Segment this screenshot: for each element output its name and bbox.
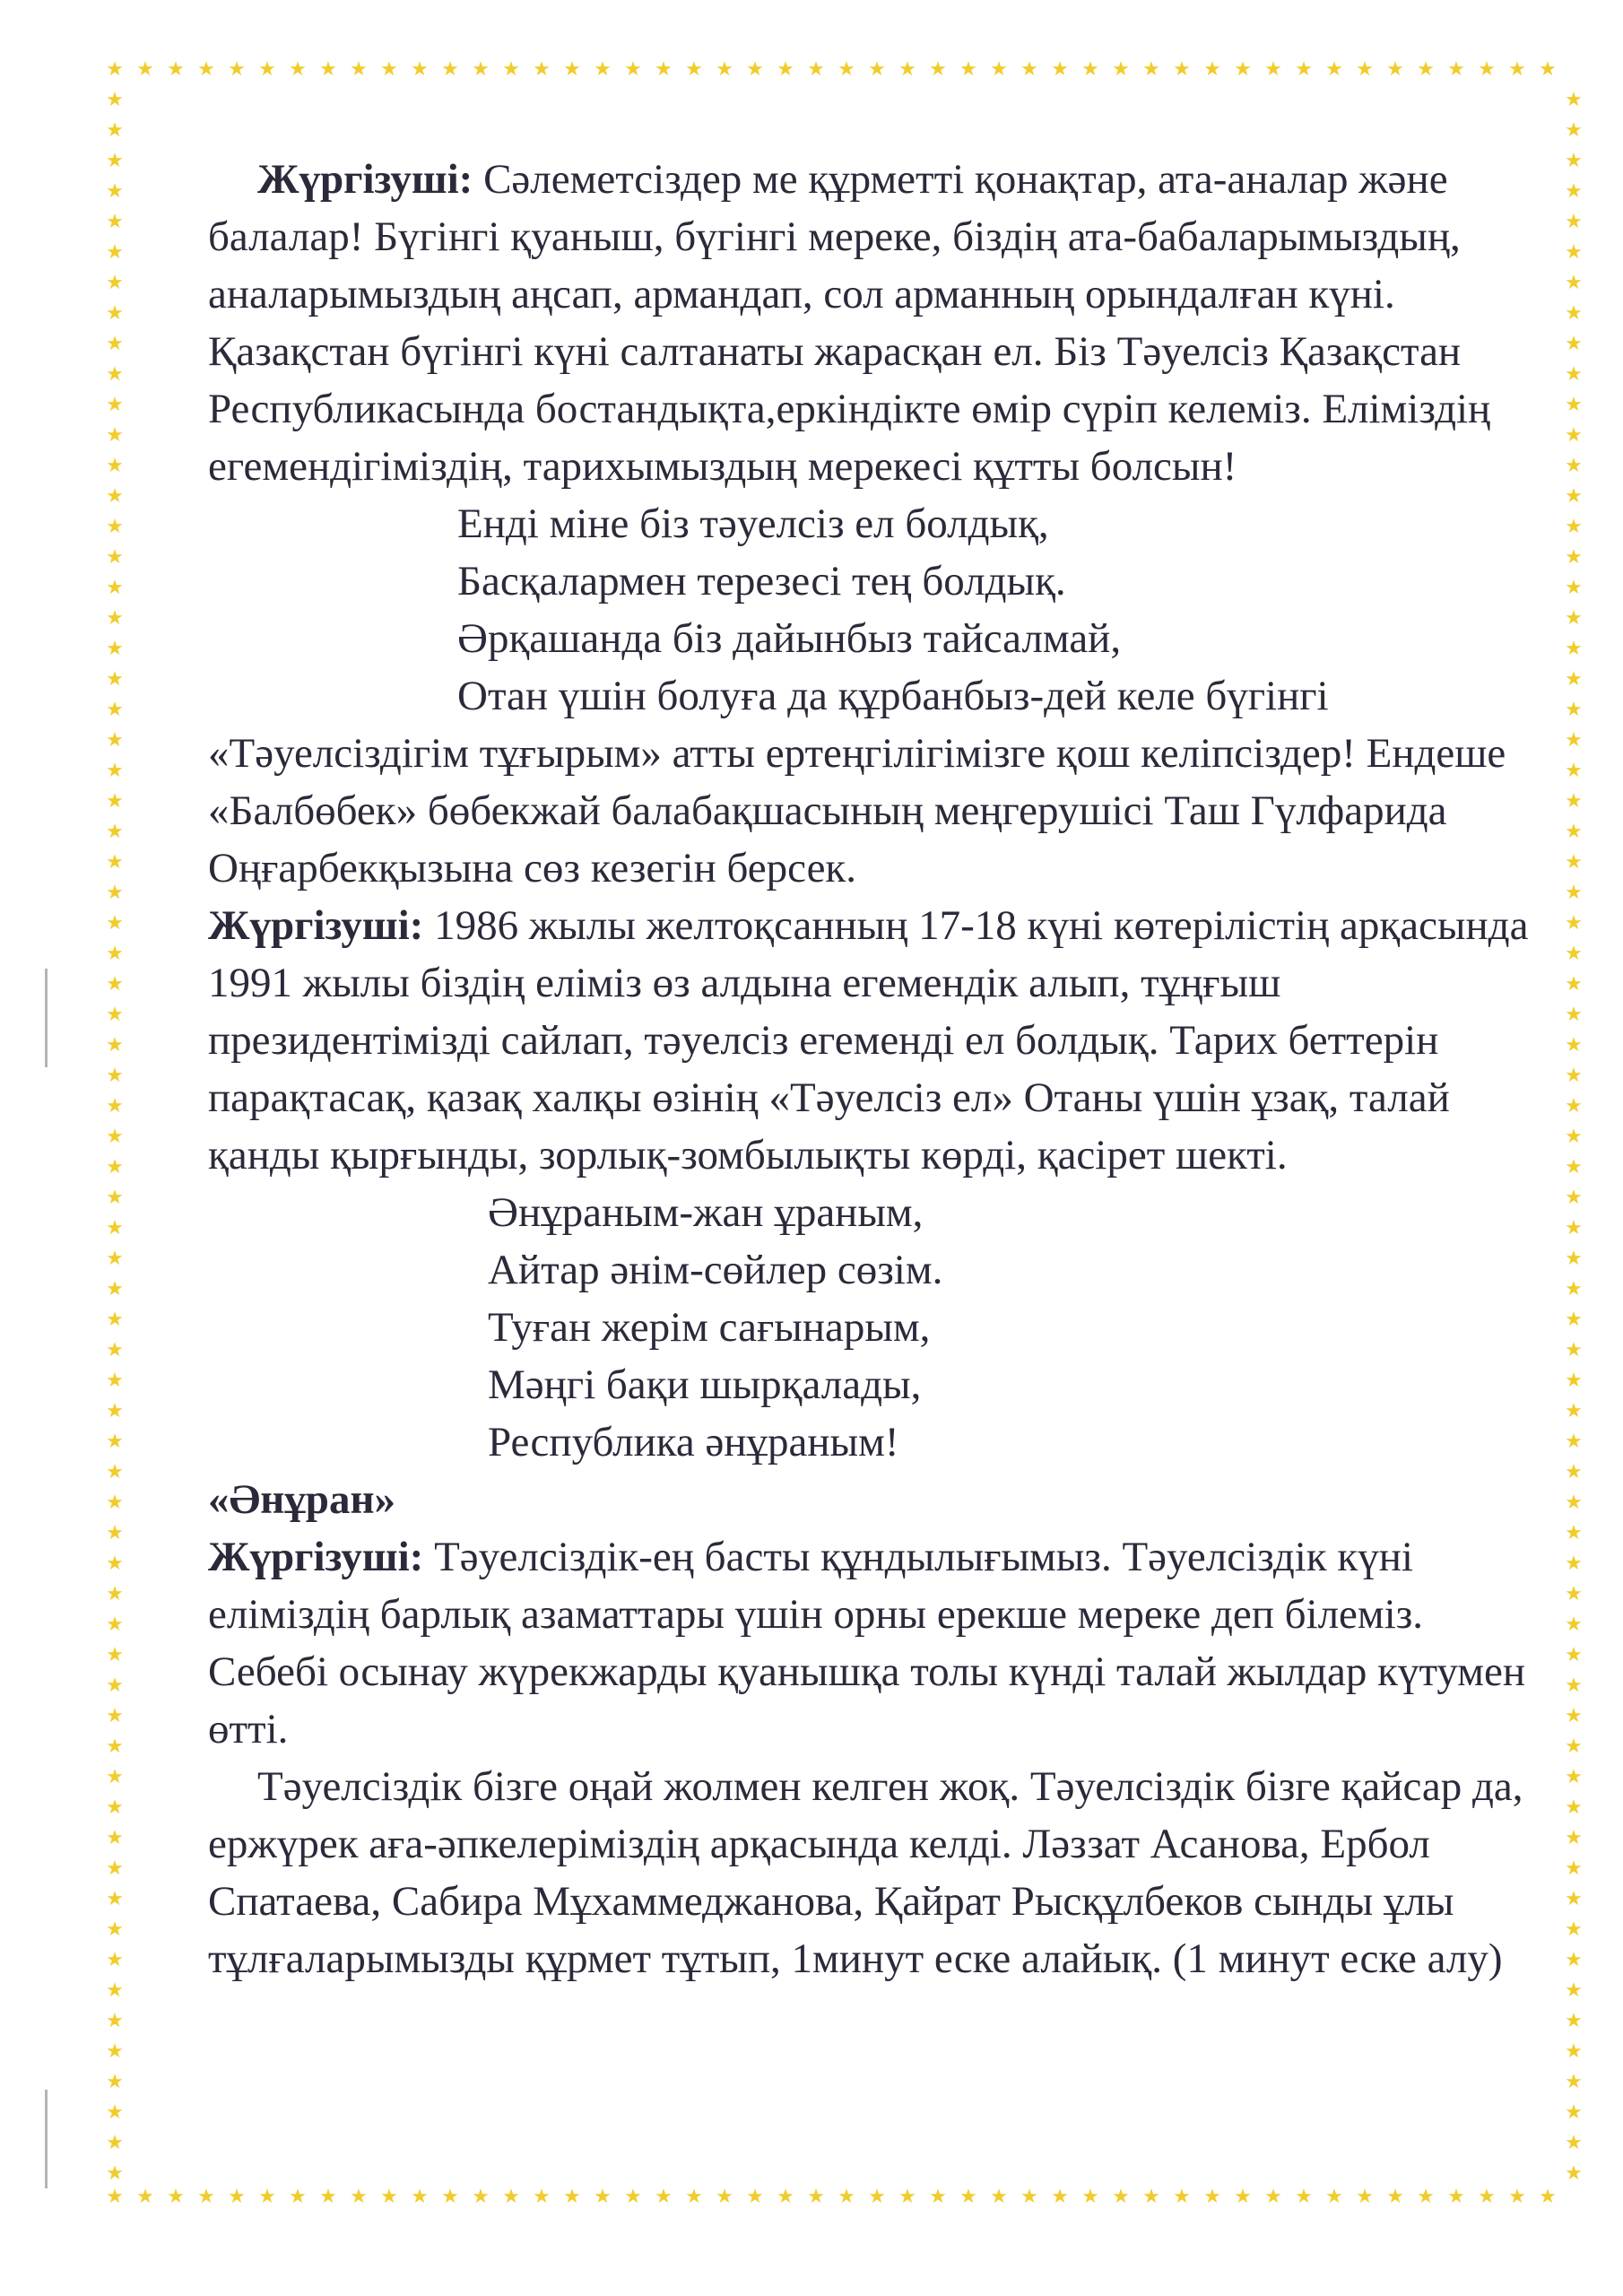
star-icon: ★	[1081, 58, 1099, 81]
poem-1	[208, 495, 1553, 725]
star-icon: ★	[1203, 2186, 1221, 2208]
star-icon: ★	[106, 302, 124, 325]
star-icon: ★	[1565, 1735, 1583, 1758]
star-icon: ★	[350, 2186, 368, 2208]
star-icon: ★	[1565, 1827, 1583, 1849]
poem-line: Енді міне біз тәуелсіз ел болдық,	[457, 500, 1049, 547]
star-icon: ★	[685, 58, 703, 81]
star-icon: ★	[1508, 58, 1526, 81]
star-icon: ★	[106, 455, 124, 477]
star-icon: ★	[1565, 1156, 1583, 1178]
star-icon: ★	[1565, 851, 1583, 874]
star-icon: ★	[106, 1126, 124, 1148]
star-icon: ★	[1565, 1095, 1583, 1118]
star-icon: ★	[685, 2186, 703, 2208]
star-icon: ★	[990, 2186, 1008, 2208]
star-icon: ★	[1565, 394, 1583, 416]
star-icon: ★	[1565, 180, 1583, 203]
star-icon: ★	[106, 973, 124, 996]
star-icon: ★	[441, 2186, 459, 2208]
star-icon: ★	[411, 2186, 429, 2208]
poem-line: Айтар әнім-сөйлер сөзім.	[488, 1247, 943, 1293]
star-icon: ★	[106, 333, 124, 355]
star-icon: ★	[106, 1065, 124, 1087]
star-icon: ★	[1565, 2101, 1583, 2124]
star-icon: ★	[716, 58, 733, 81]
anthem-title: «Әнұран»	[208, 1476, 396, 1523]
star-icon: ★	[502, 2186, 520, 2208]
star-icon: ★	[106, 241, 124, 264]
star-icon: ★	[441, 58, 459, 81]
star-icon: ★	[1565, 272, 1583, 294]
poem-line: Мәңгі бақи шырқалады,	[488, 1361, 922, 1408]
poem-line: Туған жерім сағынарым,	[488, 1304, 931, 1351]
star-icon: ★	[1508, 2186, 1526, 2208]
star-icon: ★	[1565, 1309, 1583, 1331]
star-icon: ★	[1565, 943, 1583, 965]
star-icon: ★	[1234, 58, 1252, 81]
star-icon: ★	[1565, 1918, 1583, 1941]
star-icon: ★	[228, 58, 246, 81]
star-icon: ★	[1565, 333, 1583, 355]
star-icon: ★	[167, 2186, 185, 2208]
star-icon: ★	[502, 58, 520, 81]
star-icon: ★	[716, 2186, 733, 2208]
star-icon: ★	[1565, 638, 1583, 660]
star-icon: ★	[106, 699, 124, 721]
star-icon: ★	[106, 1918, 124, 1941]
star-icon: ★	[594, 2186, 612, 2208]
memorial-paragraph: Тәуелсіздік бізге оңай жолмен келген жоқ. Тәуелсіздік бізге қайсар да, ержүрек аға-әпкелеріміздің арқасында келді. Ләззат Асанова, Ербол Спатаева, Сабира Мұхаммеджанова, Қайрат Рысқұлбеков сынды ұлы тұлғаларымызды құрмет тұтып, 1минут еске алайық. (1 минут еске алу)	[208, 1763, 1523, 1982]
star-icon: ★	[106, 2132, 124, 2154]
star-icon: ★	[1565, 1217, 1583, 1239]
star-icon: ★	[838, 2186, 855, 2208]
star-icon: ★	[1565, 1888, 1583, 1910]
star-icon: ★	[1565, 1766, 1583, 1788]
star-icon: ★	[1565, 1034, 1583, 1057]
poem-line: Әрқашанда біз дайынбыз тайсалмай,	[457, 615, 1122, 662]
star-icon: ★	[1565, 760, 1583, 782]
scan-mark	[45, 969, 48, 1067]
star-icon: ★	[106, 1370, 124, 1392]
star-icon: ★	[106, 516, 124, 538]
star-icon: ★	[106, 1674, 124, 1697]
star-icon: ★	[1295, 2186, 1313, 2208]
star-icon: ★	[1565, 516, 1583, 538]
star-icon: ★	[1565, 455, 1583, 477]
star-icon: ★	[1173, 58, 1191, 81]
star-icon: ★	[380, 58, 398, 81]
star-icon: ★	[1356, 2186, 1374, 2208]
history-text: 1986 жылы желтоқсанның 17-18 күні көтерілістің арқасында 1991 жылы біздің еліміз өз алдына егемендік алып, тұңғыш президентімізді сайлап, тәуелсіз егеменді ел болдық. Тарих беттерін парақтасақ, қазақ халқы өзінің «Тәуелсіз ел» Отаны үшін ұзақ, талай қанды қырғынды, зорлық-зомбылықты көрді, қасірет шекті.	[208, 902, 1529, 1178]
star-icon: ★	[624, 2186, 642, 2208]
star-icon: ★	[106, 58, 124, 81]
star-icon: ★	[106, 1827, 124, 1849]
star-icon: ★	[1356, 58, 1374, 81]
star-icon: ★	[106, 89, 124, 111]
star-icon: ★	[106, 1400, 124, 1422]
speaker-label: Жүргізуші:	[208, 902, 424, 949]
star-icon: ★	[1565, 882, 1583, 904]
star-icon: ★	[1539, 58, 1557, 81]
star-icon: ★	[106, 668, 124, 691]
star-icon: ★	[258, 2186, 276, 2208]
star-icon: ★	[106, 1979, 124, 2002]
star-icon: ★	[106, 1309, 124, 1331]
star-icon: ★	[380, 2186, 398, 2208]
star-icon: ★	[106, 912, 124, 935]
star-icon: ★	[1020, 58, 1038, 81]
star-icon: ★	[1565, 1949, 1583, 1971]
star-icon: ★	[1565, 302, 1583, 325]
star-icon: ★	[106, 394, 124, 416]
star-icon: ★	[106, 2162, 124, 2185]
star-icon: ★	[1565, 1187, 1583, 1209]
star-icon: ★	[289, 2186, 307, 2208]
speaker-label: Жүргізуші:	[208, 1534, 424, 1580]
star-icon: ★	[1565, 1431, 1583, 1453]
star-icon: ★	[1565, 1705, 1583, 1727]
intro-paragraph	[208, 151, 1553, 495]
star-icon: ★	[807, 58, 825, 81]
star-icon: ★	[106, 1796, 124, 1819]
star-icon: ★	[106, 1095, 124, 1118]
star-icon: ★	[563, 58, 581, 81]
star-icon: ★	[655, 58, 673, 81]
star-icon: ★	[655, 2186, 673, 2208]
star-icon: ★	[1565, 1796, 1583, 1819]
star-icon: ★	[106, 1613, 124, 1636]
star-icon: ★	[106, 1034, 124, 1057]
star-icon: ★	[1478, 58, 1496, 81]
star-icon: ★	[929, 58, 947, 81]
star-icon: ★	[1565, 1400, 1583, 1422]
star-icon: ★	[106, 1492, 124, 1514]
star-icon: ★	[1051, 58, 1069, 81]
star-icon: ★	[959, 58, 977, 81]
star-icon: ★	[319, 2186, 337, 2208]
star-icon: ★	[1565, 546, 1583, 569]
star-icon: ★	[106, 1644, 124, 1666]
star-icon: ★	[197, 58, 215, 81]
star-icon: ★	[106, 1187, 124, 1209]
star-icon: ★	[898, 2186, 916, 2208]
star-icon: ★	[1565, 699, 1583, 721]
star-icon: ★	[1565, 2071, 1583, 2093]
star-icon: ★	[1417, 58, 1435, 81]
intro-text: Сәлеметсіздер ме құрметті қонақтар, ата-аналар және балалар! Бүгінгі қуаныш, бүгінгі мереке, біздің ата-бабаларымыздың, аналарымыздың аңсап, армандап, сол арманның орындалған күні. Қазақстан бүгінгі күні салтанаты жарасқан ел. Біз Тәуелсіз Қазақстан Республикасында бостандықта,еркіндікте өмір сүріп келеміз. Еліміздің егемендігіміздің, тарихымыздың мерекесі құтты болсын!	[208, 156, 1491, 490]
star-icon: ★	[594, 58, 612, 81]
star-icon: ★	[929, 2186, 947, 2208]
star-icon: ★	[1173, 2186, 1191, 2208]
star-icon: ★	[106, 1004, 124, 1026]
star-icon: ★	[1478, 2186, 1496, 2208]
star-icon: ★	[1565, 1339, 1583, 1361]
star-icon: ★	[1565, 1583, 1583, 1605]
star-icon: ★	[106, 1522, 124, 1544]
star-icon: ★	[838, 58, 855, 81]
star-icon: ★	[1051, 2186, 1069, 2208]
poem-line: Республика әнұраным!	[488, 1419, 899, 1465]
star-icon: ★	[1325, 58, 1343, 81]
star-icon: ★	[868, 58, 886, 81]
star-icon: ★	[1447, 58, 1465, 81]
star-icon: ★	[106, 2071, 124, 2093]
star-icon: ★	[1565, 912, 1583, 935]
star-icon: ★	[1565, 1278, 1583, 1300]
star-icon: ★	[106, 211, 124, 233]
star-icon: ★	[106, 180, 124, 203]
star-icon: ★	[1565, 2040, 1583, 2063]
star-icon: ★	[106, 760, 124, 782]
star-icon: ★	[1565, 119, 1583, 142]
star-icon: ★	[533, 2186, 551, 2208]
star-icon: ★	[106, 943, 124, 965]
star-icon: ★	[1565, 1522, 1583, 1544]
star-icon: ★	[959, 2186, 977, 2208]
star-icon: ★	[1565, 1461, 1583, 1483]
star-icon: ★	[746, 58, 764, 81]
star-icon: ★	[1565, 89, 1583, 111]
star-icon: ★	[1386, 2186, 1404, 2208]
star-icon: ★	[106, 1461, 124, 1483]
values-paragraph	[208, 1528, 1553, 1758]
star-icon: ★	[1142, 2186, 1160, 2208]
star-icon: ★	[1264, 2186, 1282, 2208]
star-icon: ★	[106, 2010, 124, 2032]
star-icon: ★	[106, 851, 124, 874]
star-icon: ★	[1565, 150, 1583, 172]
star-icon: ★	[106, 729, 124, 752]
star-icon: ★	[228, 2186, 246, 2208]
star-icon: ★	[807, 2186, 825, 2208]
star-icon: ★	[106, 1278, 124, 1300]
star-icon: ★	[1565, 1248, 1583, 1270]
star-icon: ★	[106, 1583, 124, 1605]
star-icon: ★	[1565, 668, 1583, 691]
star-icon: ★	[1565, 2162, 1583, 2185]
poem-line: Отан үшін болуға да құрбанбыз-дей келе бүгінгі	[457, 673, 1329, 719]
star-icon: ★	[106, 1156, 124, 1178]
star-icon: ★	[898, 58, 916, 81]
star-icon: ★	[1565, 1644, 1583, 1666]
star-icon: ★	[1565, 729, 1583, 752]
star-icon: ★	[258, 58, 276, 81]
star-icon: ★	[106, 363, 124, 386]
welcome-paragraph: «Тәуелсіздігім тұғырым» атты ертеңгілігімізге қош келіпсіздер! Ендеше «Балбөбек» бөбекжай балабақшасының меңгерушісі Таш Гүлфарида Оңғарбекқызына сөз кезегін берсек.	[208, 730, 1506, 891]
star-icon: ★	[1565, 1004, 1583, 1026]
star-icon: ★	[1565, 1492, 1583, 1514]
star-icon: ★	[106, 1949, 124, 1971]
star-icon: ★	[1565, 211, 1583, 233]
star-icon: ★	[1565, 1065, 1583, 1087]
star-icon: ★	[1447, 2186, 1465, 2208]
star-icon: ★	[106, 2040, 124, 2063]
star-icon: ★	[1565, 241, 1583, 264]
star-icon: ★	[106, 1705, 124, 1727]
star-icon: ★	[106, 1431, 124, 1453]
star-icon: ★	[1565, 790, 1583, 813]
star-icon: ★	[1565, 973, 1583, 996]
star-icon: ★	[1417, 2186, 1435, 2208]
speaker-label: Жүргізуші:	[257, 156, 473, 203]
star-icon: ★	[106, 150, 124, 172]
star-icon: ★	[106, 1857, 124, 1880]
star-icon: ★	[563, 2186, 581, 2208]
star-icon: ★	[106, 1339, 124, 1361]
star-icon: ★	[1565, 1552, 1583, 1575]
values-text: Тәуелсіздік-ең басты құндылығымыз. Тәуелсіздік күні еліміздің барлық азаматтары үшін орны ерекше мереке деп білеміз. Себебі осынау жүрекжарды қуанышқа толы күнді талай жылдар күтумен өтті.	[208, 1534, 1526, 1752]
star-icon: ★	[777, 58, 794, 81]
star-icon: ★	[1565, 607, 1583, 630]
star-icon: ★	[106, 1217, 124, 1239]
star-icon: ★	[533, 58, 551, 81]
history-paragraph	[208, 897, 1553, 1184]
star-icon: ★	[990, 58, 1008, 81]
star-icon: ★	[472, 58, 490, 81]
star-icon: ★	[868, 2186, 886, 2208]
star-icon: ★	[1565, 1674, 1583, 1697]
star-icon: ★	[106, 2186, 124, 2208]
star-icon: ★	[411, 58, 429, 81]
star-icon: ★	[1020, 2186, 1038, 2208]
star-icon: ★	[106, 790, 124, 813]
star-icon: ★	[472, 2186, 490, 2208]
star-icon: ★	[106, 1888, 124, 1910]
star-icon: ★	[1386, 58, 1404, 81]
star-icon: ★	[777, 2186, 794, 2208]
star-icon: ★	[1081, 2186, 1099, 2208]
star-icon: ★	[106, 272, 124, 294]
star-icon: ★	[106, 882, 124, 904]
star-icon: ★	[106, 2101, 124, 2124]
star-icon: ★	[1565, 2132, 1583, 2154]
star-icon: ★	[136, 58, 154, 81]
star-icon: ★	[1565, 485, 1583, 508]
poem-line: Әнұраным-жан ұраным,	[488, 1189, 924, 1236]
star-icon: ★	[1264, 58, 1282, 81]
document-body	[208, 151, 1553, 1987]
star-icon: ★	[106, 424, 124, 447]
star-icon: ★	[350, 58, 368, 81]
star-icon: ★	[167, 58, 185, 81]
star-icon: ★	[1565, 1126, 1583, 1148]
star-icon: ★	[746, 2186, 764, 2208]
star-icon: ★	[1565, 821, 1583, 843]
star-icon: ★	[106, 546, 124, 569]
star-icon: ★	[136, 2186, 154, 2208]
star-icon: ★	[106, 1735, 124, 1758]
star-icon: ★	[319, 58, 337, 81]
star-icon: ★	[106, 577, 124, 599]
star-icon: ★	[106, 119, 124, 142]
star-icon: ★	[1203, 58, 1221, 81]
star-icon: ★	[289, 58, 307, 81]
scan-mark	[45, 2090, 48, 2188]
star-icon: ★	[106, 1766, 124, 1788]
star-icon: ★	[1325, 2186, 1343, 2208]
star-icon: ★	[106, 1552, 124, 1575]
star-icon: ★	[624, 58, 642, 81]
star-icon: ★	[106, 821, 124, 843]
star-icon: ★	[1565, 577, 1583, 599]
star-icon: ★	[1112, 58, 1130, 81]
star-icon: ★	[1295, 58, 1313, 81]
star-icon: ★	[1112, 2186, 1130, 2208]
star-icon: ★	[1565, 2010, 1583, 2032]
star-icon: ★	[106, 638, 124, 660]
star-icon: ★	[197, 2186, 215, 2208]
poem-line: Басқалармен терезесі тең болдық.	[457, 558, 1066, 604]
star-icon: ★	[1234, 2186, 1252, 2208]
star-icon: ★	[1565, 1979, 1583, 2002]
star-icon: ★	[106, 485, 124, 508]
star-icon: ★	[1565, 424, 1583, 447]
star-icon: ★	[1565, 1857, 1583, 1880]
star-icon: ★	[106, 607, 124, 630]
star-icon: ★	[1142, 58, 1160, 81]
star-icon: ★	[1565, 363, 1583, 386]
star-icon: ★	[1565, 1370, 1583, 1392]
star-icon: ★	[1539, 2186, 1557, 2208]
poem-2	[208, 1184, 1553, 1471]
star-icon: ★	[106, 1248, 124, 1270]
star-icon: ★	[1565, 1613, 1583, 1636]
